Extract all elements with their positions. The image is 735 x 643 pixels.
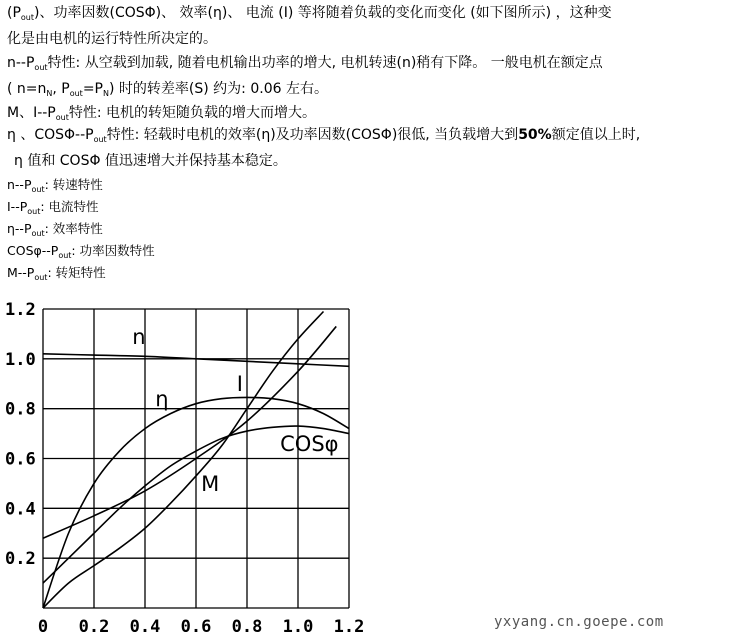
series-line-4 bbox=[43, 311, 324, 608]
def-1-sub: out bbox=[27, 207, 41, 216]
x-tick-label: 1.2 bbox=[333, 617, 365, 637]
text-l6-b: 特性: 轻载时电机的效率(η)及功率因数(COSΦ)很低, 当负载增大到 bbox=[106, 127, 519, 143]
curve-label-4: M bbox=[201, 471, 220, 496]
y-tick-label: 0.2 bbox=[5, 549, 36, 570]
text-l3-sub: out bbox=[34, 63, 48, 72]
text-l4-sub-c: N bbox=[103, 89, 109, 98]
x-tick-label: 1.0 bbox=[282, 617, 314, 637]
text-line-2: 化是由电机的运行特性所决定的。 bbox=[7, 31, 217, 47]
text-l4-a: ( n=n bbox=[7, 81, 47, 97]
x-tick-label: 0.4 bbox=[129, 617, 161, 637]
y-tick-label: 0.6 bbox=[5, 449, 36, 470]
def-line-3 bbox=[7, 242, 155, 260]
x-tick-label: 0.2 bbox=[78, 617, 110, 637]
def-3-sub: out bbox=[58, 251, 72, 260]
text-l3-b: 特性: 从空载到加载, 随着电机输出功率的增大, 电机转速(n)稍有下降。 一般电机在额定点 bbox=[47, 55, 603, 71]
y-tick-label: 1.2 bbox=[5, 300, 36, 320]
text-l5-a: M、I--P bbox=[7, 105, 56, 121]
curve-label-0: n bbox=[132, 324, 146, 349]
def-line-1 bbox=[7, 198, 99, 216]
def-0-a: n--P bbox=[7, 177, 32, 192]
text-line-6 bbox=[7, 126, 640, 144]
def-1-a: I--P bbox=[7, 199, 28, 214]
y-tick-label: 1.0 bbox=[5, 349, 36, 370]
text-l1-sub: out bbox=[20, 13, 35, 22]
y-tick-label: 0.8 bbox=[5, 399, 36, 420]
text-line-1 bbox=[7, 4, 612, 22]
def-line-4 bbox=[7, 264, 106, 282]
def-line-0 bbox=[7, 176, 103, 194]
def-0-b: : 转速特性 bbox=[44, 177, 103, 192]
def-4-sub: out bbox=[34, 273, 48, 282]
text-l1-a: (P bbox=[7, 5, 21, 21]
watermark: yxyang.cn.goepe.com bbox=[494, 614, 664, 630]
text-l4-sub-b: out bbox=[69, 89, 83, 98]
curve-label-2: I bbox=[236, 372, 244, 397]
text-l4-b: , P bbox=[52, 81, 70, 97]
text-l5-sub: out bbox=[55, 113, 69, 122]
text-l6-a: η 、COSΦ--P bbox=[7, 127, 94, 143]
text-line-3 bbox=[7, 54, 603, 72]
text-line-7: η 值和 COSΦ 值迅速增大并保持基本稳定。 bbox=[14, 153, 287, 169]
def-2-sub: out bbox=[31, 229, 45, 238]
def-3-b: : 功率因数特性 bbox=[71, 243, 155, 258]
text-line-4 bbox=[7, 80, 328, 98]
text-l6-sub: out bbox=[93, 135, 107, 144]
def-1-b: : 电流特性 bbox=[40, 199, 99, 214]
text-l4-sub-a: N bbox=[46, 89, 53, 98]
def-0-sub: out bbox=[31, 185, 45, 194]
text-l6-c: 额定值以上时, bbox=[551, 127, 641, 143]
def-line-2 bbox=[7, 220, 103, 238]
text-l3-a: n--P bbox=[7, 55, 35, 71]
def-4-b: : 转矩特性 bbox=[47, 265, 106, 280]
text-l1-b: )、功率因数(COSΦ)、 效率(η)、 电流 (I) 等将随着负载的变化而变化 (如下图所示) ，这种变 bbox=[34, 5, 612, 21]
def-2-b: : 效率特性 bbox=[44, 221, 103, 236]
x-tick-label: 0.6 bbox=[180, 617, 212, 637]
text-l6-pct: 50% bbox=[518, 127, 552, 143]
def-2-a: η--P bbox=[7, 221, 32, 236]
text-line-5 bbox=[7, 104, 316, 122]
curve-label-3: COSφ bbox=[280, 432, 339, 457]
y-tick-label: 0.4 bbox=[5, 499, 36, 520]
def-4-a: M--P bbox=[7, 265, 35, 280]
text-l4-c: =P bbox=[82, 81, 104, 97]
curve-label-1: η bbox=[155, 387, 169, 412]
text-l4-d: ) 时的转差率(S) 约为: 0.06 左右。 bbox=[109, 81, 328, 97]
motor-characteristics-chart bbox=[0, 292, 365, 642]
x-tick-label: 0.8 bbox=[231, 617, 263, 637]
text-l5-b: 特性: 电机的转矩随负载的增大而增大。 bbox=[68, 105, 317, 121]
x-tick-label: 0 bbox=[37, 617, 49, 637]
def-3-a: COSφ--P bbox=[7, 243, 59, 258]
